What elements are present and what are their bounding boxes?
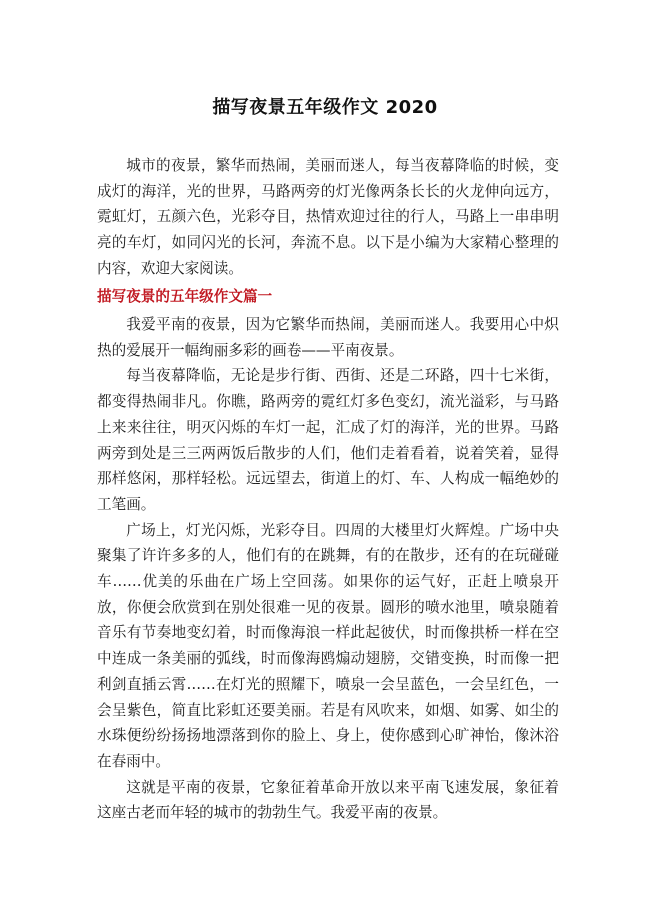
document-title: 描写夜景五年级作文 2020	[212, 97, 438, 118]
body-paragraph-4: 这就是平南的夜景，它象征着革命开放以来平南飞速发展，象征着这座古老而年轻的城市的勃勃生气。我爱平南的夜景。	[97, 778, 559, 822]
intro-block	[97, 153, 559, 282]
body-paragraph-1: 我爱平南的夜景，因为它繁华而热闹，美丽而迷人。我要用心中炽热的爱展开一幅绚丽多彩的画卷——平南夜景。	[97, 316, 559, 359]
body-paragraph-3: 广场上，灯光闪烁，光彩夺目。四周的大楼里灯火辉煌。广场中央聚集了许许多多的人，他们有的在跳舞，有的在散步，还有的在玩碰碰车……优美的乐曲在广场上空回荡。如果你的运气好，正赶上喷泉开放，你便会欣赏到在别处很难一见的夜景。圆形的喷水池里，喷泉随着音乐有节奏地变幻着，时而像海浪一样此起彼伏，时而像拱桥一样在空中连成一条美丽的弧线，时而像海鸥煽动翅膀，交错变换，时而像一把利剑直插云霄……在灯光的照耀下，喷泉一会呈蓝色，一会呈红色，一会呈紫色，简直比彩虹还要美丽。若是有风吹来，如烟、如雾、如尘的水珠便纷纷扬扬地漂落到你的脸上、身上，使你感到心旷神怡，像沐浴在春雨中。	[97, 521, 559, 770]
section-body	[97, 312, 559, 826]
body-paragraph-2: 每当夜幕降临，无论是步行街、西街、还是二环路，四十七米街，都变得热闹非凡。你瞧，路两旁的霓红灯多色变幻，流光溢彩，与马路上来来往往，明灭闪烁的车灯一起，汇成了灯的海洋，光的世界。马路两旁到处是三三两两饭后散步的人们，他们走着看着，说着笑着，显得那样悠闲，那样轻松。远远望去，街道上的灯、车、人构成一幅绝妙的工笔画。	[97, 367, 559, 513]
intro-paragraph: 城市的夜景，繁华而热闹，美丽而迷人，每当夜幕降临的时候，变成灯的海洋，光的世界，马路两旁的灯光像两条长长的火龙伸向远方，霓虹灯，五颜六色，光彩夺目，热情欢迎过往的行人，马路上一串串明亮的车灯，如同闪光的长河，奔流不息。以下是小编为大家精心整理的内容，欢迎大家阅读。	[97, 157, 559, 277]
section-heading: 描写夜景的五年级作文篇一	[97, 288, 273, 305]
